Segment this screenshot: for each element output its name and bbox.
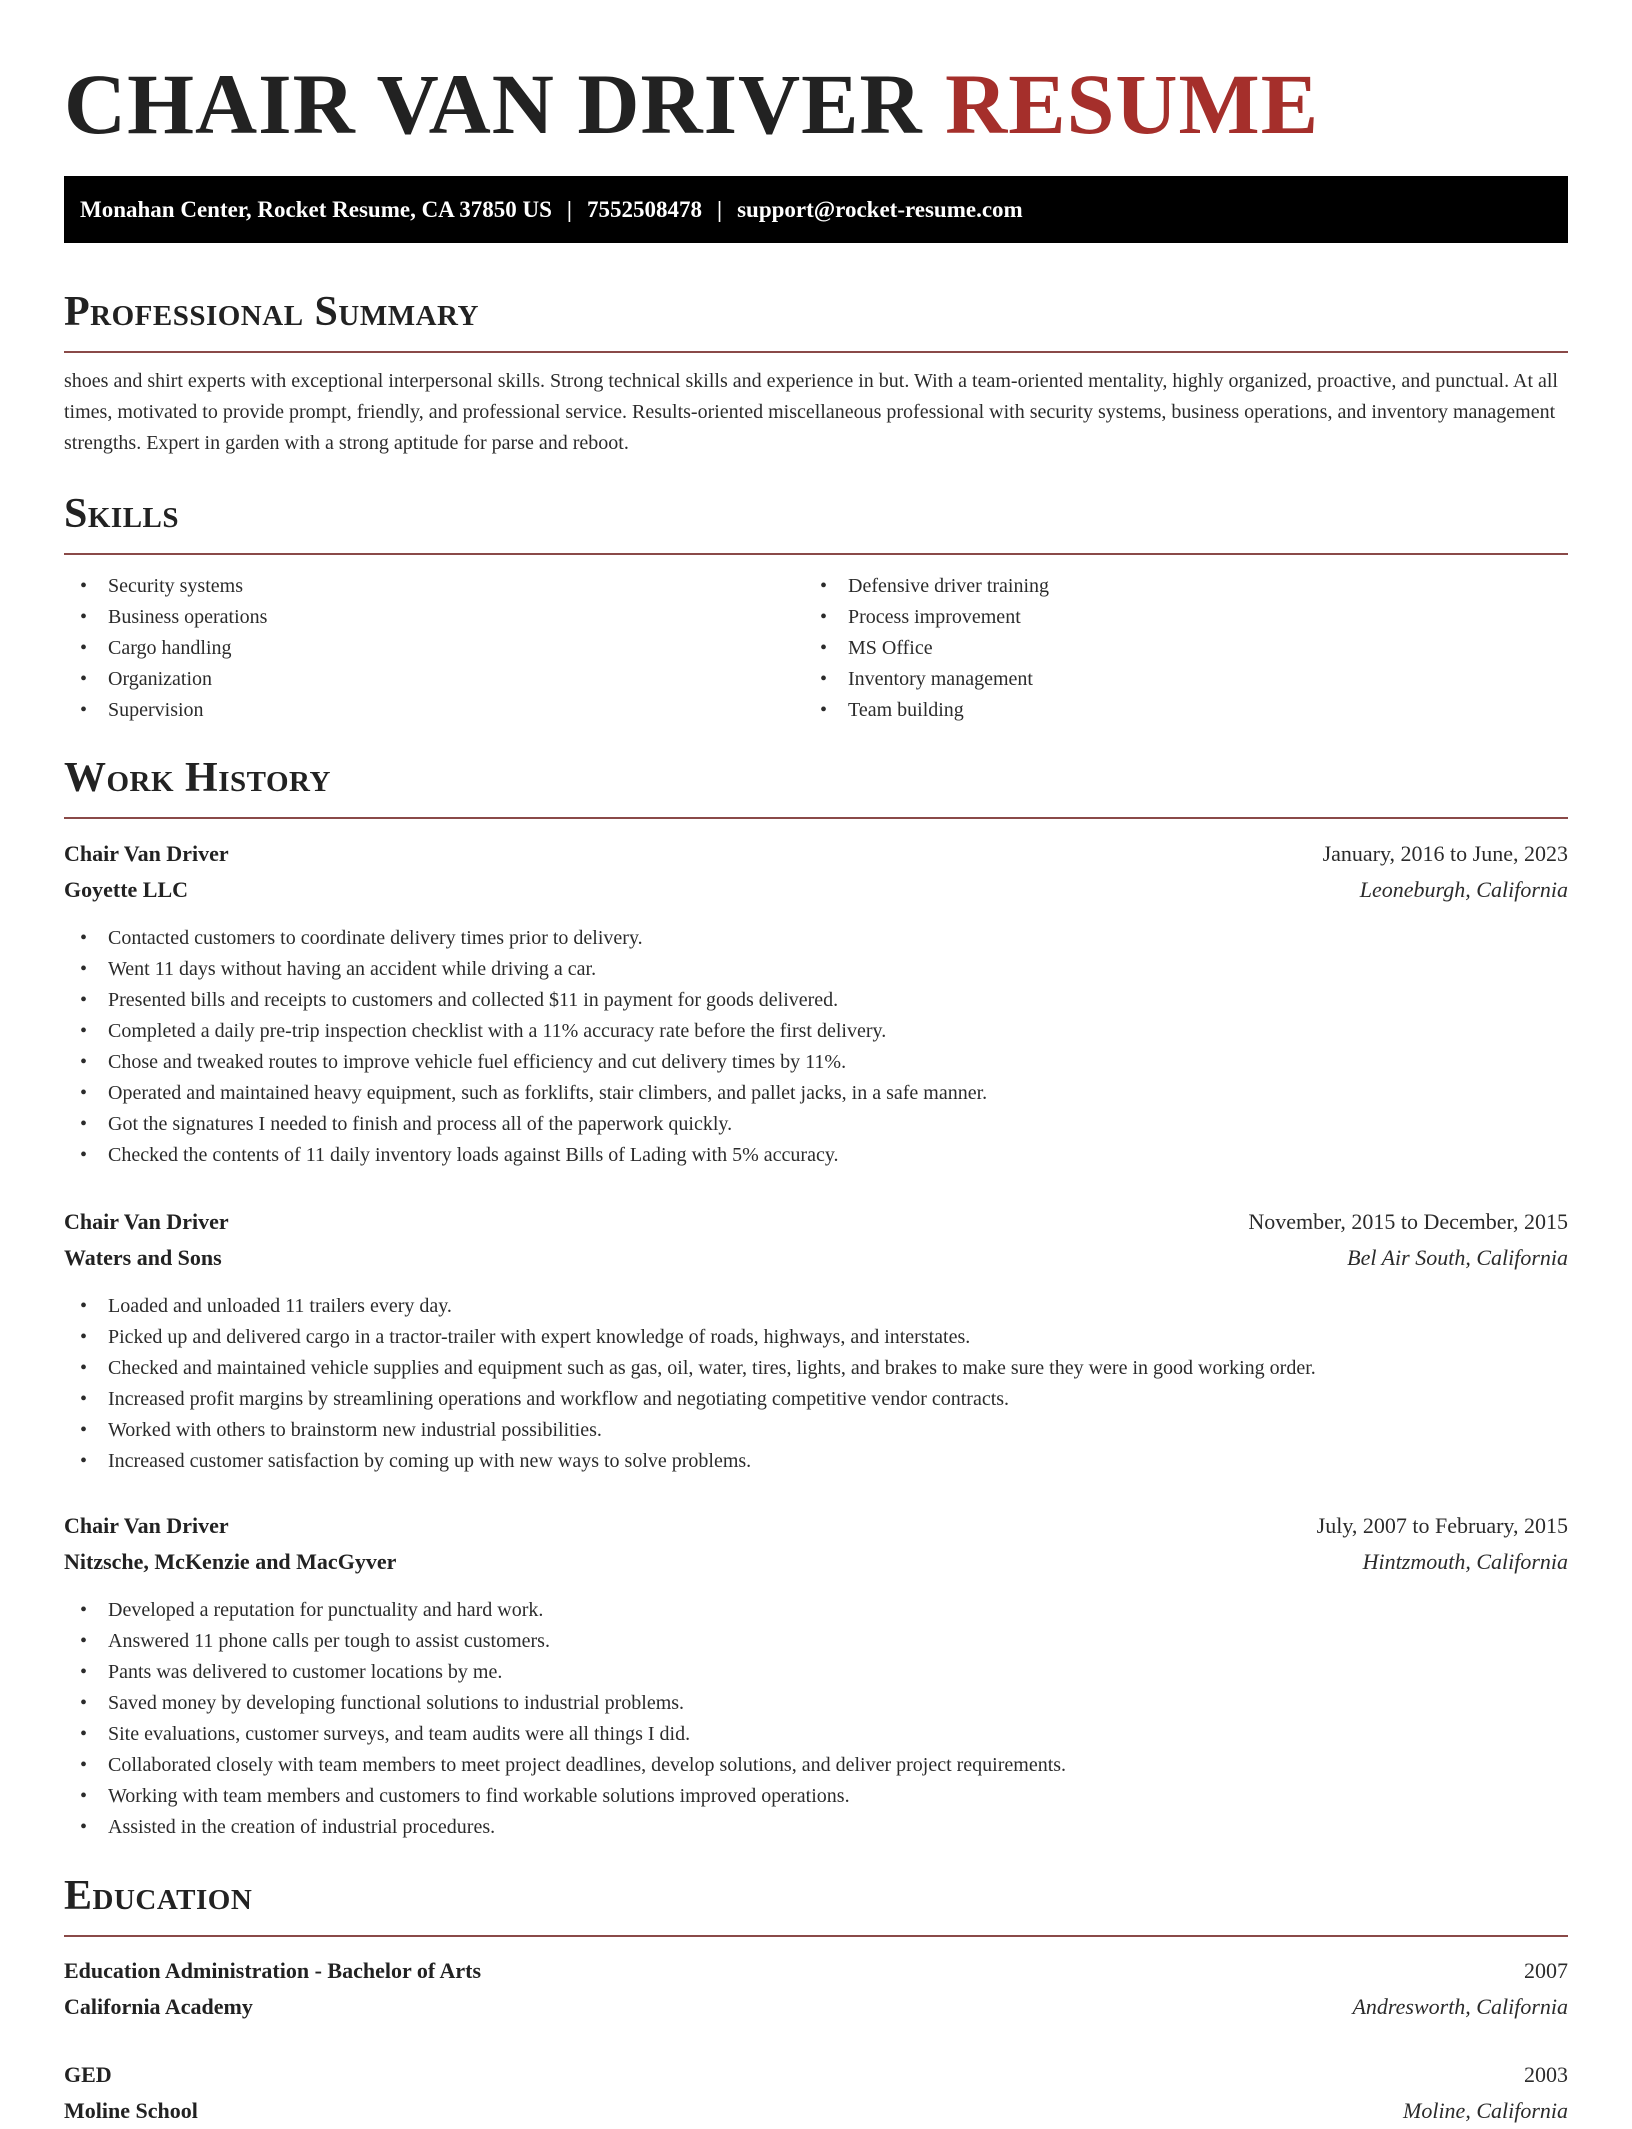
education-heading: Education	[64, 1873, 253, 1919]
duty-item: • Site evaluations, customer surveys, and team audits were all things I did.	[64, 1719, 1568, 1750]
section-divider	[64, 553, 1568, 555]
job-dates: July, 2007 to February, 2015	[1316, 1513, 1568, 1538]
title-accent: RESUME	[945, 56, 1320, 152]
education-subheader	[64, 2093, 1568, 2129]
summary-text: shoes and shirt experts with exceptional interpersonal skills. Strong technical skills and experience in but. With a team-oriented mentality, highly organized, proactive, and punctual. At all times, motivated to provide prompt, friendly, and professional service. Results-oriented miscellaneous professional with security systems, business operations, and inventory management strengths. Expert in garden with a strong aptitude for parse and reboot.	[64, 370, 1558, 454]
duty-item: • Completed a daily pre-trip inspection checklist with a 11% accuracy rate before the first delivery.	[64, 1016, 1568, 1047]
section-divider	[64, 351, 1568, 353]
job-subheader	[64, 1544, 1568, 1580]
job-dates: January, 2016 to June, 2023	[1322, 841, 1568, 866]
job-duties	[64, 1291, 1568, 1477]
duty-item: • Saved money by developing functional solutions to industrial problems.	[64, 1688, 1568, 1719]
skill-item: • Security systems	[64, 571, 804, 602]
duty-item: • Picked up and delivered cargo in a tractor-trailer with expert knowledge of roads, highways, and interstates.	[64, 1322, 1568, 1353]
job-title: Chair Van Driver	[64, 1513, 229, 1538]
skill-item: • Process improvement	[804, 602, 1568, 633]
duty-item: • Increased customer satisfaction by coming up with new ways to solve problems.	[64, 1446, 1568, 1477]
contact-separator: |	[566, 196, 572, 222]
job-location: Leoneburgh, California	[1359, 877, 1568, 902]
education-degree: GED	[64, 2062, 112, 2087]
contact-address: Monahan Center, Rocket Resume, CA 37850 US	[80, 196, 552, 222]
skill-item: • Cargo handling	[64, 633, 804, 664]
education-year: 2007	[1524, 1958, 1568, 1983]
duty-item: • Developed a reputation for punctuality and hard work.	[64, 1595, 1568, 1626]
duty-item: • Went 11 days without having an accident while driving a car.	[64, 954, 1568, 985]
job-company: Goyette LLC	[64, 877, 189, 902]
duty-item: • Loaded and unloaded 11 trailers every day.	[64, 1291, 1568, 1322]
education-header	[64, 2057, 1568, 2093]
title-main: CHAIR VAN DRIVER	[64, 56, 923, 152]
education-header	[64, 1953, 1568, 1989]
contact-bar	[64, 176, 1568, 243]
contact-phone: 7552508478	[587, 196, 702, 222]
skills-list-right	[804, 571, 1568, 726]
skill-item: • MS Office	[804, 633, 1568, 664]
section-divider	[64, 1935, 1568, 1937]
job-title: Chair Van Driver	[64, 1209, 229, 1234]
job-duties	[64, 923, 1568, 1171]
skill-item: • Organization	[64, 664, 804, 695]
skill-item: • Defensive driver training	[804, 571, 1568, 602]
duty-item: • Operated and maintained heavy equipment, such as forklifts, stair climbers, and pallet jacks, in a safe manner.	[64, 1078, 1568, 1109]
job-company: Nitzsche, McKenzie and MacGyver	[64, 1549, 397, 1574]
duty-item: • Checked and maintained vehicle supplies and equipment such as gas, oil, water, tires, lights, and brakes to make sure they were in good working order.	[64, 1353, 1568, 1384]
duty-item: • Pants was delivered to customer locations by me.	[64, 1657, 1568, 1688]
job-header	[64, 1508, 1568, 1544]
duty-item: • Presented bills and receipts to customers and collected $11 in payment for goods delivered.	[64, 985, 1568, 1016]
contact-email: support@rocket-resume.com	[737, 196, 1023, 222]
skill-item: • Business operations	[64, 602, 804, 633]
job-header	[64, 1204, 1568, 1240]
job-subheader	[64, 872, 1568, 908]
job-location: Bel Air South, California	[1347, 1245, 1568, 1270]
resume-title	[64, 54, 1319, 154]
education-location: Moline, California	[1403, 2098, 1568, 2123]
section-divider	[64, 817, 1568, 819]
job-header	[64, 836, 1568, 872]
job-subheader	[64, 1240, 1568, 1276]
education-year: 2003	[1524, 2062, 1568, 2087]
education-school: Moline School	[64, 2098, 198, 2123]
work-heading: Work History	[64, 755, 331, 801]
skills-list-left	[64, 571, 804, 726]
job-duties	[64, 1595, 1568, 1843]
duty-item: • Assisted in the creation of industrial procedures.	[64, 1812, 1568, 1843]
duty-item: • Contacted customers to coordinate delivery times prior to delivery.	[64, 923, 1568, 954]
skill-item: • Inventory management	[804, 664, 1568, 695]
duty-item: • Answered 11 phone calls per tough to assist customers.	[64, 1626, 1568, 1657]
job-company: Waters and Sons	[64, 1245, 222, 1270]
skill-item: • Team building	[804, 695, 1568, 726]
job-location: Hintzmouth, California	[1362, 1549, 1568, 1574]
duty-item: • Chose and tweaked routes to improve vehicle fuel efficiency and cut delivery times by 11%.	[64, 1047, 1568, 1078]
duty-item: • Worked with others to brainstorm new industrial possibilities.	[64, 1415, 1568, 1446]
duty-item: • Increased profit margins by streamlining operations and workflow and negotiating competitive vendor contracts.	[64, 1384, 1568, 1415]
duty-item: • Checked the contents of 11 daily inventory loads against Bills of Lading with 5% accuracy.	[64, 1140, 1568, 1171]
education-location: Andresworth, California	[1352, 1994, 1568, 2019]
education-school: California Academy	[64, 1994, 253, 2019]
summary-heading: Professional Summary	[64, 289, 479, 335]
skills-heading: Skills	[64, 491, 180, 537]
job-title: Chair Van Driver	[64, 841, 229, 866]
contact-separator: |	[717, 196, 723, 222]
duty-item: • Working with team members and customers to find workable solutions improved operations.	[64, 1781, 1568, 1812]
education-subheader	[64, 1989, 1568, 2025]
job-dates: November, 2015 to December, 2015	[1248, 1209, 1568, 1234]
skill-item: • Supervision	[64, 695, 804, 726]
education-degree: Education Administration - Bachelor of Arts	[64, 1958, 482, 1983]
duty-item: • Collaborated closely with team members to meet project deadlines, develop solutions, and deliver project requirements.	[64, 1750, 1568, 1781]
duty-item: • Got the signatures I needed to finish and process all of the paperwork quickly.	[64, 1109, 1568, 1140]
